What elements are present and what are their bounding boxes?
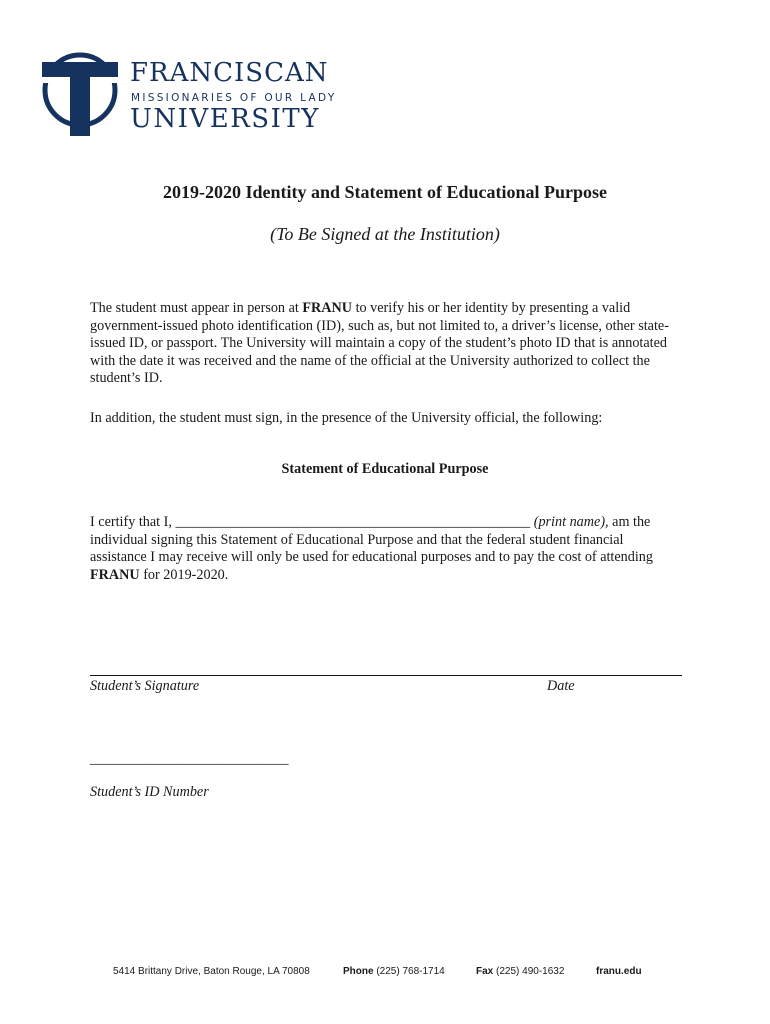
- statement-heading: Statement of Educational Purpose: [281, 461, 489, 477]
- signature-label: Student’s Signature: [90, 678, 200, 694]
- logo-wordmark-bottom: UNIVERSITY: [130, 104, 320, 134]
- student-id-label: Student’s ID Number: [90, 784, 209, 800]
- footer-fax: Fax (225) 490-1632: [476, 966, 565, 977]
- document-subtitle: (To Be Signed at the Institution): [270, 224, 500, 244]
- document-title: 2019-2020 Identity and Statement of Educational Purpose: [162, 182, 607, 202]
- tau-cross-icon: [40, 52, 122, 137]
- footer-website[interactable]: franu.edu: [596, 966, 642, 977]
- institution-name: FRANU: [302, 300, 353, 316]
- signature-line[interactable]: [90, 675, 682, 676]
- logo-tagline: MISSIONARIES OF OUR LADY: [131, 92, 337, 104]
- certification-paragraph: I certify that I, __________________________________________________ (print name), am the individual signing this Statement of Educational Purpose and that the federal student financial assistance I may receive will only be used for educational purposes and to pay the cost of attending FRANU for 2019-2020.: [90, 514, 653, 583]
- footer-address: 5414 Brittany Drive, Baton Rouge, LA 70808: [113, 966, 310, 977]
- print-name-field[interactable]: __________________________________________________: [175, 514, 531, 530]
- institution-name: FRANU: [90, 566, 140, 583]
- university-logo: [40, 52, 337, 137]
- logo-wordmark-top: FRANCISCAN: [130, 58, 329, 88]
- instruction-paragraph: In addition, the student must sign, in the presence of the University official, the following:: [90, 410, 603, 426]
- student-id-field[interactable]: ____________________________: [90, 751, 289, 767]
- footer-phone: Phone (225) 768-1714: [343, 966, 445, 977]
- identity-paragraph: The student must appear in person at FRANU to verify his or her identity by presenting a valid government-issued photo identification (ID), such as, but not limited to, a driver’s license, other state-issued ID, or passport. The University will maintain a copy of the student’s photo ID that is annotated with the date it was received and the name of the official at the University authorized to collect the student’s ID.: [90, 300, 669, 386]
- date-label: Date: [547, 678, 575, 694]
